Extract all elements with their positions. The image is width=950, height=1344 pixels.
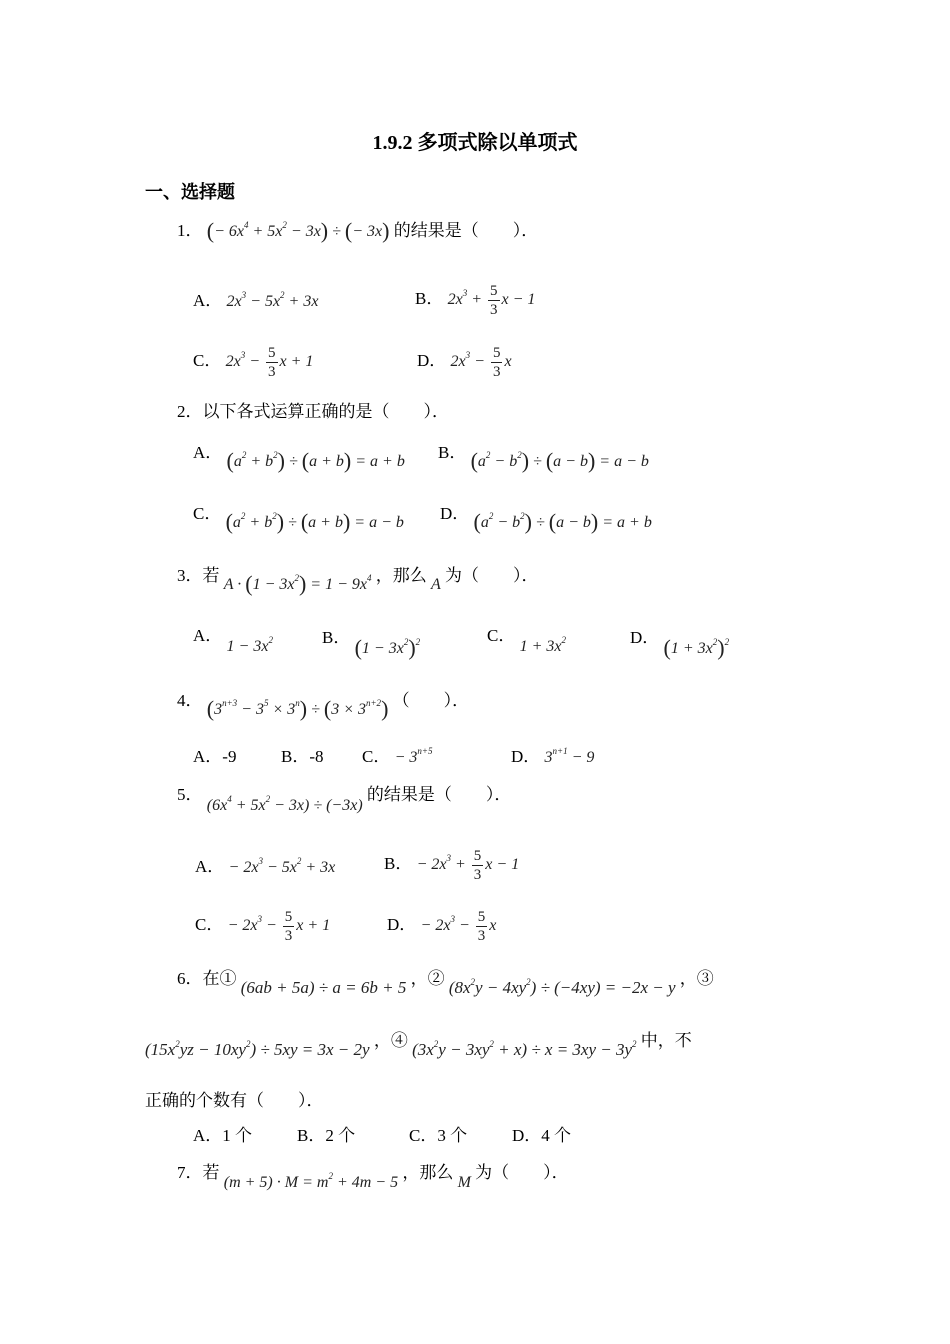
question-2: 2．以下各式运算正确的是（ ）．: [177, 402, 449, 421]
question-6-line-2: [145, 1031, 692, 1059]
option-d: [417, 344, 512, 381]
formula: $(a^2 - b^2) \div (a - b) = a - b$: [470, 448, 649, 473]
question-text: 中，不: [640, 1031, 692, 1050]
question-number: 1．: [177, 221, 203, 240]
option-label: D．: [417, 351, 447, 371]
formula: $3^{n+1} - 9$: [544, 746, 595, 766]
option-label: C．: [193, 351, 222, 371]
question-text: 为（ ）．: [475, 1163, 569, 1182]
formula: $(a^2 + b^2) \div (a + b) = a - b$: [225, 509, 404, 534]
option-label: D．: [387, 915, 417, 935]
formula: $(1 + 3x^2)^2$: [663, 635, 730, 660]
option-c: [193, 503, 404, 534]
variable: M: [457, 1174, 471, 1191]
option-a: A．-9: [193, 747, 237, 766]
formula: − $2x^3$ + $\frac{5}{3}$ x − 1: [416, 848, 520, 883]
formula: $(a^2 + b^2) \div (a + b) = a + b$: [226, 448, 405, 473]
option-a: [193, 626, 273, 655]
option-c: C．3 个: [409, 1126, 468, 1145]
option-label: A．: [193, 626, 223, 645]
formula: $A \cdot (1 - 3x^2) = 1 - 9x^4$: [223, 571, 372, 596]
option-label: C．: [487, 626, 516, 645]
question-text: 为（ ）．: [445, 566, 539, 585]
option-a: [195, 858, 335, 876]
option-d: [511, 748, 594, 766]
formula: $(15x^2yz - 10xy^2) \div 5xy = 3x - 2y$: [145, 1039, 370, 1059]
formula: $(6x^4 + 5x^2 - 3x) \div (-3x)$: [206, 794, 363, 814]
option-d: [630, 627, 730, 660]
formula: − $2x^3$ − $\frac{5}{3}$ x: [420, 909, 497, 944]
option-c: [193, 344, 313, 381]
formula: $2x^3$ + $\frac{5}{3}$ x − 1: [447, 283, 536, 318]
formula: $(3x^2y - 3xy^2 + x) \div x = 3xy - 3y^2$: [412, 1039, 637, 1059]
question-1: [177, 220, 538, 242]
page-title: 1.9.2 多项式除以单项式: [372, 132, 578, 154]
option-d: D．4 个: [512, 1126, 572, 1145]
option-c: [195, 908, 330, 945]
option-b: [438, 442, 649, 473]
formula: $(a^2 - b^2) \div (a - b) = a + b$: [473, 509, 652, 534]
question-text: 的结果是（ ）．: [393, 221, 539, 240]
question-number: 7．若: [177, 1163, 220, 1182]
option-d: [387, 908, 496, 945]
option-label: C．: [193, 504, 222, 523]
option-b: [384, 847, 519, 884]
formula: (− $6x^4 + 5x^2 - 3x$) ÷ (− 3x): [206, 218, 390, 243]
formula: $(m + 5) \cdot M = m^2 + 4m - 5$: [223, 1171, 399, 1191]
option-label: C．: [195, 915, 224, 935]
formula: $(3^{n+3} - 3^5 \times 3^n) \div (3 \times 3^{n+2})$: [206, 696, 389, 721]
option-label: A．: [193, 443, 223, 462]
option-label: B．: [438, 443, 467, 462]
variable: A: [431, 576, 441, 593]
question-number: 3．若: [177, 566, 220, 585]
option-b: [322, 627, 421, 660]
question-7: [177, 1163, 569, 1191]
question-text: （ ）．: [392, 691, 470, 710]
option-label: B．: [384, 854, 413, 874]
option-label: C．: [362, 747, 391, 766]
option-label: A．: [193, 291, 223, 310]
question-text: ，那么: [402, 1163, 454, 1182]
option-a: A．1 个: [193, 1126, 253, 1145]
option-c: [362, 748, 432, 766]
formula: $2x^3$ − $\frac{5}{3}$ x: [450, 345, 512, 380]
option-d: [440, 503, 652, 534]
option-label: D．: [511, 747, 541, 766]
question-3: [177, 565, 539, 596]
question-number: 6．在①: [177, 969, 237, 988]
option-label: D．: [630, 628, 660, 647]
question-number: 4．: [177, 691, 203, 710]
question-text: ，②: [410, 969, 445, 988]
formula: − $2x^3$ − $\frac{5}{3}$ x + 1: [227, 909, 331, 944]
formula: (6ab + 5a) ÷ a = 6b + 5: [240, 978, 407, 997]
formula: $2x^3$ − $\frac{5}{3}$ x + 1: [225, 345, 314, 380]
option-c: [487, 626, 566, 655]
option-b: B．2 个: [297, 1126, 356, 1145]
option-a: [193, 442, 405, 473]
option-b: [415, 282, 535, 319]
question-text: 的结果是（ ）．: [366, 785, 512, 804]
question-4: [177, 690, 470, 721]
question-6-line-3: 正确的个数有（ ）．: [145, 1091, 324, 1110]
question-text: ，③: [679, 969, 714, 988]
option-label: A．: [195, 857, 225, 876]
section-heading: 一、选择题: [145, 182, 235, 202]
formula: $(8x^2y - 4xy^2) \div (-4xy) = -2x - y$: [448, 977, 676, 997]
option-label: B．: [322, 628, 351, 647]
question-text: ，那么: [375, 566, 427, 585]
question-number: 5．: [177, 785, 203, 804]
formula: − $3^{n+5}$: [394, 746, 433, 766]
option-b: B．-8: [281, 747, 324, 766]
formula: $1 + 3x^2$: [519, 635, 566, 655]
formula: $(1 - 3x^2)^2$: [354, 635, 421, 660]
formula: $1 - 3x^2$: [226, 635, 273, 655]
question-6: [177, 969, 714, 997]
question-5: [177, 785, 512, 814]
option-label: D．: [440, 504, 470, 523]
formula: − $2x^3 - 5x^2 + 3x$: [228, 856, 336, 876]
option-a: [193, 292, 318, 310]
formula: $2x^3 - 5x^2 + 3x$: [226, 290, 319, 310]
option-label: B．: [415, 289, 444, 309]
question-text: ，④: [373, 1031, 408, 1050]
